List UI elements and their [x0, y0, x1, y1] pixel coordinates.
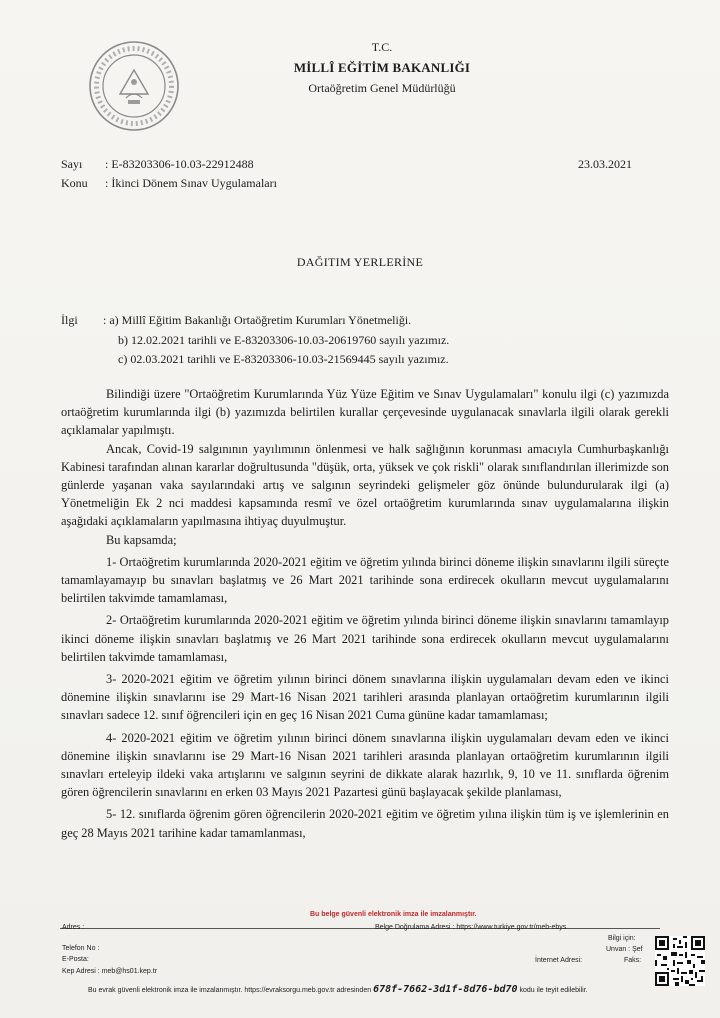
info-label: Bilgi için:: [608, 935, 636, 942]
list-item-3: 3- 2020-2021 eğitim ve öğretim yılının birinci dönem sınavlarına ilişkin uygulamaları devam eden ve ikinci dönemine ilişkin sınavlarını ise 29 Mart-16 Nisan 2021 tarihleri arasında planlayan ortaöğretim kurumlarının ilgili sınavları sadece 12. sınıf öğrencileri için en geç 16 Nisan 2021 Cuma gününe kadar tamamlaması;: [61, 672, 669, 723]
ilgi-label: İlgi: [61, 313, 78, 327]
qr-code-icon: [655, 936, 705, 986]
header-tc: T.C.: [371, 40, 393, 54]
title-label: Unvan : Şef: [606, 946, 643, 953]
list-item-5: 5- 12. sınıflarda öğrenim gören öğrencilerin 2020-2021 eğitim ve öğretim yılına ilişkin tüm iş ve işlemlerinin en geç 28 Mayıs 2021 tarihine kadar tamamlanması,: [61, 807, 669, 840]
ilgi-item-a: : a) Millî Eğitim Bakanlığı Ortaöğretim Kurumları Yönetmeliği.: [103, 313, 412, 327]
verification-code: 678f-7662-3d1f-8d76-bd70: [373, 984, 518, 995]
ilgi-item-b: b) 12.02.2021 tarihli ve E-83203306-10.03-20619760 sayılı yazımız.: [118, 333, 450, 347]
document-date: 23.03.2021: [578, 157, 632, 171]
bottom-verify-note: [88, 984, 588, 995]
ilgi-item-c: c) 02.03.2021 tarihli ve E-83203306-10.03-21569445 sayılı yazımız.: [118, 352, 449, 366]
sayi-label: Sayı: [61, 157, 83, 171]
address-label: Adres :: [62, 924, 85, 931]
phone-label: Telefon No :: [62, 945, 100, 952]
kep-address: Kep Adresi : meb@hs01.kep.tr: [62, 968, 158, 975]
list-item-1: 1- Ortaöğretim kurumlarında 2020-2021 eğitim ve öğretim yılında birinci döneme ilişkin sınavlarını ilgili süreçte tamamlayamayıp bu sınavları başlatmış ve 26 Mart 2021 tarihinde sona erdirecek okulların mevcut uygulamalarını belirtilen takvimde tamamlaması,: [61, 554, 669, 606]
paragraph-scope: Bu kapsamda;: [106, 532, 177, 547]
sayi-row: [61, 157, 254, 172]
verify-address: Belge Doğrulama Adresi : https://www.turkiye.gov.tr/meb-ebys: [375, 924, 567, 931]
konu-label: Konu: [61, 176, 88, 190]
list-item-4: 4- 2020-2021 eğitim ve öğretim yılının birinci dönem sınavlarına ilişkin uygulamaları devam eden ve ikinci dönemine ilişkin sınavlarını ise 29 Mart-16 Nisan 2021 tarihleri arasında planlayan ortaöğretim kurumlarının ilgili sınavları erteleyip ildeki vaka artışlarını ve salgının seyrini de dikkate alarak hazırlık, 9, 10 ve 11. sınıflarda öğrenim gören öğrencilerin sınavlarını en erken 03 Mayıs 2021 Pazartesi günü başlayacak şekilde planlaması,: [61, 730, 669, 800]
paragraph-intro: Bilindiği üzere "Ortaöğretim Kurumlarında Yüz Yüze Eğitim ve Sınav Uygulamaları" konulu ilgi (c) yazımızda ortaöğretim kurumlarında ilgi (b) yazımızda belirtilen kurallar çerçevesinde uygulanacak sınavlarla ilgili olarak gerekli açıklamalar yapılmıştı.: [61, 387, 669, 438]
footer-divider: [60, 928, 660, 929]
esign-note: Bu belge güvenli elektronik imza ile imzalanmıştır.: [310, 911, 477, 918]
list-item-2: 2- Ortaöğretim kurumlarında 2020-2021 eğitim ve öğretim yılında birinci döneme ilişkin sınavlarını tamamlayıp ikinci döneme ilişkin sınavları başlatmış ve 26 Mart 2021 tarihinde sona erdirecek okulların mevcut uygulamalarını belirtilen takvimde tamamlaması,: [61, 613, 669, 664]
email-label: E-Posta:: [62, 956, 89, 963]
body-text: [61, 385, 669, 842]
sayi-value: : E-83203306-10.03-22912488: [105, 157, 254, 171]
konu-row: [61, 176, 277, 191]
bottom-note-text: Bu evrak güvenli elektronik imza ile imzalanmıştır. https://evraksorgu.meb.gov.tr adresinden: [88, 987, 372, 994]
fax-label: Faks:: [624, 957, 642, 964]
header-ministry: MİLLÎ EĞİTİM BAKANLIĞI: [293, 60, 471, 75]
internet-label: İnternet Adresi:: [535, 957, 583, 964]
distribution-heading: DAĞITIM YERLERİNE: [296, 255, 424, 269]
header-directorate: Ortaöğretim Genel Müdürlüğü: [308, 81, 456, 95]
konu-value: : İkinci Dönem Sınav Uygulamaları: [105, 176, 277, 190]
bottom-note-end: kodu ile teyit edilebilir.: [519, 987, 588, 994]
paragraph-reason: Ancak, Covid-19 salgınının yayılımının önlenmesi ve halk sağlığının korunması amacıyla Cumhurbaşkanlığı Kabinesi tarafından alınan kararlar doğrultusunda "düşük, orta, yüksek ve çok riskli" olarak sınıflandırılan illerimizde son günlerde yaşanan vaka sayılarındaki artış ve salgının seyrindeki gelişmeler göz önünde bulundurularak ilgi (a) Yönetmeliğin Ek 2 nci maddesi kapsamında resmî ve özel ortaöğretim kurumlarında sınav uygulamalarına ilişkin aşağıdaki açıklamaların yapılmasına ihtiyaç duyulmuştur.: [61, 441, 669, 529]
